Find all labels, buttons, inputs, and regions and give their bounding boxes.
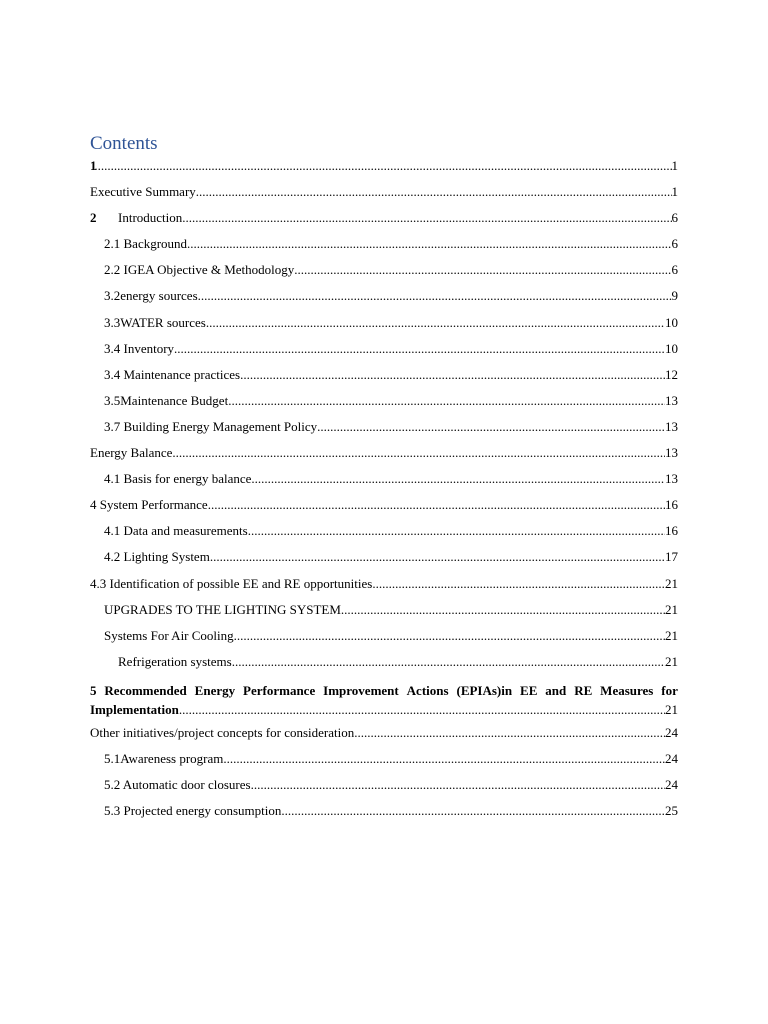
toc-entry-other-initiatives[interactable] [90, 723, 678, 749]
dot-leader [172, 443, 665, 463]
table-of-contents [90, 156, 678, 827]
toc-entry-label: 5.2 Automatic door closures [104, 777, 251, 793]
toc-entry-label: 3.4 Maintenance practices [104, 366, 241, 382]
toc-entry-label: 3.2energy sources [104, 288, 198, 304]
toc-heading-word: for [661, 682, 678, 698]
toc-entry-number: 1 [90, 158, 97, 173]
toc-entry-label: 4.1 Data and measurements [104, 523, 248, 539]
toc-entry-basis-energy-balance[interactable] [90, 469, 678, 495]
toc-entry-label: Refrigeration systems [118, 653, 232, 669]
toc-entry-label: 5.1Awareness program [104, 750, 224, 766]
toc-heading-word: and [545, 682, 567, 698]
dot-leader [281, 801, 665, 821]
dot-leader [228, 391, 665, 411]
toc-entry-energy-management-policy[interactable] [90, 417, 678, 443]
dot-leader [187, 234, 671, 254]
dot-leader [240, 365, 665, 385]
toc-page-number: 25 [665, 803, 678, 819]
toc-heading-word: Recommended [104, 682, 187, 698]
toc-entry-air-cooling[interactable] [90, 626, 678, 652]
toc-entry-label: Systems For Air Cooling [104, 627, 234, 643]
toc-entry-label: 2.2 IGEA Objective & Methodology [104, 262, 295, 278]
dot-leader [248, 521, 665, 541]
toc-heading-word: Performance [243, 682, 316, 698]
toc-heading-word: Actions [406, 682, 449, 698]
toc-entry-lighting-upgrades[interactable] [90, 600, 678, 626]
toc-entry-refrigeration[interactable] [90, 652, 678, 678]
toc-entry-label: 3.7 Building Energy Management Policy [104, 418, 318, 434]
toc-entry-label: 4.3 Identification of possible EE and RE opportunities [90, 575, 373, 591]
dot-leader [210, 547, 665, 567]
toc-entry-background[interactable] [90, 234, 678, 260]
dot-leader [206, 313, 665, 333]
toc-entry-label: 2.1 Background [104, 236, 188, 252]
toc-entry-igea-objective[interactable] [90, 260, 678, 286]
toc-page-number: 10 [665, 314, 678, 330]
toc-page-number: 24 [665, 724, 678, 740]
toc-entry-label: Implementation [90, 701, 179, 717]
toc-entry-label: Other initiatives/project concepts for consideration [90, 724, 355, 740]
toc-page-number: 21 [665, 575, 678, 591]
toc-page-number: 6 [671, 210, 678, 226]
toc-entry-label: Executive Summary [90, 184, 196, 200]
toc-entry-label: Introduction [118, 210, 183, 226]
toc-heading-word: EE [520, 682, 538, 698]
toc-page-number: 17 [665, 549, 678, 565]
toc-entry-label: UPGRADES TO THE LIGHTING SYSTEM [104, 601, 341, 617]
toc-entry-label: Energy Balance [90, 445, 173, 461]
toc-entry-lighting-system[interactable] [90, 547, 678, 573]
dot-leader [198, 286, 672, 306]
toc-entry-introduction[interactable] [90, 208, 678, 234]
dot-leader [251, 775, 665, 795]
toc-entry-label: 5.3 Projected energy consumption [104, 803, 282, 819]
toc-page-number: 9 [671, 288, 678, 304]
toc-page-number: 21 [665, 653, 678, 669]
toc-page-number: 21 [665, 701, 678, 717]
toc-page-number: 10 [665, 340, 678, 356]
toc-page-number: 13 [665, 471, 678, 487]
toc-entry-label: 4 System Performance [90, 497, 208, 513]
toc-entry-label: 3.3WATER sources [104, 314, 206, 330]
toc-entry-1[interactable] [90, 156, 678, 182]
toc-page-number: 1 [671, 184, 678, 200]
toc-entry-recommended-epias[interactable] [90, 681, 678, 719]
toc-page-number: 6 [671, 262, 678, 278]
toc-entry-awareness-program[interactable] [90, 749, 678, 775]
toc-entry-door-closures[interactable] [90, 775, 678, 801]
dot-leader [208, 495, 665, 515]
toc-page-number: 12 [665, 366, 678, 382]
toc-heading-word: (EPIAs)in [456, 682, 513, 698]
dot-leader [232, 652, 665, 672]
dot-leader [94, 156, 671, 176]
dot-leader [196, 182, 672, 202]
dot-leader [341, 600, 665, 620]
toc-entry-label: 4.2 Lighting System [104, 549, 210, 565]
toc-entry-heading-line [90, 681, 678, 700]
toc-page-number: 21 [665, 627, 678, 643]
toc-entry-label: 3.4 Inventory [104, 340, 175, 356]
toc-page-number: 13 [665, 445, 678, 461]
dot-leader [317, 417, 665, 437]
toc-page-number: 24 [665, 750, 678, 766]
dot-leader [174, 339, 665, 359]
toc-page-number: 16 [665, 497, 678, 513]
toc-entry-executive-summary[interactable] [90, 182, 678, 208]
toc-entry-label: 3.5Maintenance Budget [104, 392, 229, 408]
dot-leader [251, 469, 665, 489]
toc-entry-energy-sources[interactable] [90, 286, 678, 312]
toc-entry-maintenance-budget[interactable] [90, 391, 678, 417]
dot-leader [372, 574, 665, 594]
dot-leader [354, 723, 665, 743]
toc-entry-system-performance[interactable] [90, 495, 678, 521]
toc-title: Contents [90, 133, 158, 154]
toc-entry-energy-balance[interactable] [90, 443, 678, 469]
toc-heading-word: Improvement [323, 682, 399, 698]
toc-entry-maintenance-practices[interactable] [90, 365, 678, 391]
toc-entry-data-measurements[interactable] [90, 521, 678, 547]
toc-page-number: 16 [665, 523, 678, 539]
toc-heading-word: 5 [90, 682, 97, 698]
toc-entry-number: 2 [90, 210, 97, 226]
toc-heading-word: Energy [194, 682, 236, 698]
toc-page-number: 13 [665, 418, 678, 434]
dot-leader [234, 626, 665, 646]
toc-heading-word: Measures [600, 682, 654, 698]
dot-leader [182, 208, 671, 228]
toc-entry-inventory[interactable] [90, 339, 678, 365]
toc-entry-label: 4.1 Basis for energy balance [104, 471, 252, 487]
toc-entry-water-sources[interactable] [90, 313, 678, 339]
toc-page-number: 21 [665, 601, 678, 617]
toc-entry-heading-line [90, 700, 678, 719]
dot-leader [223, 749, 665, 769]
dot-leader [179, 700, 665, 719]
dot-leader [294, 260, 671, 280]
toc-heading-word: RE [574, 682, 593, 698]
toc-page-number: 13 [665, 392, 678, 408]
toc-page-number: 24 [665, 777, 678, 793]
toc-entry-projected-consumption[interactable] [90, 801, 678, 827]
toc-page-number: 1 [671, 158, 678, 173]
toc-page-number: 6 [671, 236, 678, 252]
toc-entry-ee-re-opportunities[interactable] [90, 574, 678, 600]
